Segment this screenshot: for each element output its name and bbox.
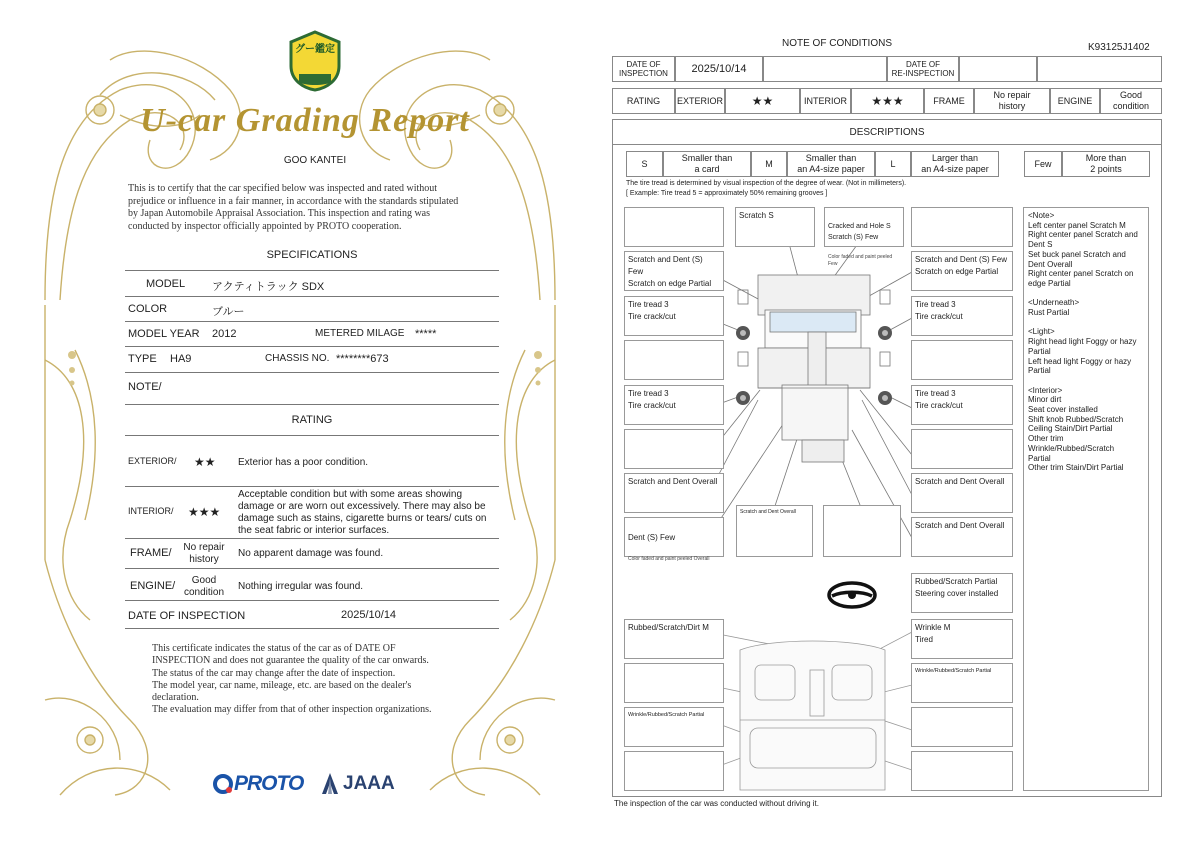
divider [125,346,499,347]
inspection-date-value: 2025/10/14 [341,609,397,621]
desc-box: Cracked and Hole S Scratch (S) Few Color faded and paint peeled Few [824,207,904,247]
report-title: U-car Grading Report [140,102,470,139]
divider [125,628,499,629]
proto-mark-icon [212,773,234,795]
divider [125,435,499,436]
legend-l: L [875,151,911,177]
exterior-label: EXTERIOR [675,88,725,114]
jaaa-mark-icon [320,772,340,796]
goo-kantei-logo [287,30,343,92]
desc-box: Scratch and Dent Overall [736,505,813,557]
note-label: NOTE/ [128,381,162,393]
exterior-stars: ★★ [725,88,800,114]
metered-mileage-value: ***** [415,328,437,340]
inspection-date-label: DATE OF INSPECTION [128,610,246,622]
divider [125,270,499,271]
document-id: K93125J1402 [1088,42,1150,53]
desc-box: Scratch S [735,207,815,247]
tire-note: The tire tread is determined by visual inspection of the degree of wear. (Not in millimeters). [626,180,907,187]
chassis-value: ********673 [336,353,389,365]
desc-box: Wrinkle M Tired [911,619,1013,659]
conditions-footer: The inspection of the car was conducted without driving it. [614,799,819,808]
desc-box: Tire tread 3 Tire crack/cut [624,385,724,425]
frame-description: No apparent damage was found. [238,548,384,559]
desc-box [911,429,1013,469]
color-label: COLOR [128,303,168,315]
legend-m-desc: Smaller than an A4-size paper [787,151,875,177]
descriptions-heading: DESCRIPTIONS [612,119,1162,145]
desc-box [624,663,724,703]
desc-box: Rubbed/Scratch/Dirt M [624,619,724,659]
desc-box: Scratch and Dent Overall [624,473,724,513]
desc-box [624,340,724,380]
type-label: TYPE [128,353,157,365]
desc-box: Tire tread 3 Tire crack/cut [911,385,1013,425]
exterior-label: EXTERIOR/ [128,456,177,466]
proto-logo [212,771,303,797]
rating-heading: RATING [291,414,333,426]
desc-box: Scratch and Dent Overall [911,517,1013,557]
color-value: ブルー [212,306,245,318]
divider [125,372,499,373]
divider [125,568,499,569]
desc-box: Tire tread 3 Tire crack/cut [911,296,1013,336]
interior-stars: ★★★ [851,88,924,114]
interior-stars: ★★★ [188,505,221,519]
desc-box: Dent (S) Few Color faded and paint peeled Overall [624,517,724,557]
desc-box: Scratch and Dent (S) Few Scratch on edge Partial [624,251,724,291]
chassis-label: CHASSIS NO. [265,353,330,364]
exterior-stars: ★★ [194,455,216,469]
jaaa-logo-text: JAAA [343,773,395,794]
desc-box [624,751,724,791]
desc-box [911,751,1013,791]
logo-text: グー鑑定 [295,44,335,55]
frame-label: FRAME/ [130,547,172,559]
frame-value: No repair history [974,88,1050,114]
frame-value: No repair history [183,542,225,565]
date-of-inspection-label: DATE OF INSPECTION [612,56,675,82]
date-of-inspection-value: 2025/10/14 [675,56,763,82]
model-year-label: MODEL YEAR [128,328,200,340]
note-of-conditions [600,0,1200,848]
model-label: MODEL [146,278,186,290]
legend-s-desc: Smaller than a card [663,151,751,177]
model-value: アクティトラック SDX [212,281,325,293]
legend-few-desc: More than 2 points [1062,151,1150,177]
interior-description: Acceptable condition but with some areas showing damage or are worn out excessively. There may also be damage such as stains, cigarette burns or tears/ cuts on the seat fabric or interior surfaces. [238,489,487,536]
desc-box [624,207,724,247]
metered-mileage-label: METERED MILAGE [315,328,405,339]
legend-m: M [751,151,787,177]
conditions-title: NOTE OF CONDITIONS [782,38,892,49]
desc-box: Scratch and Dent Overall [911,473,1013,513]
divider [125,404,499,405]
rating-label: RATING [612,88,675,114]
specifications-heading: SPECIFICATIONS [266,249,358,261]
engine-value: Good condition [183,575,225,598]
divider [125,486,499,487]
proto-logo-text: PROTO [234,772,304,795]
desc-box: Wrinkle/Rubbed/Scratch Partial [624,707,724,747]
legend-few: Few [1024,151,1062,177]
divider [125,538,499,539]
desc-box: Scratch and Dent (S) Few Scratch on edge Partial [911,251,1013,291]
desc-box [624,429,724,469]
model-year-value: 2012 [212,328,237,340]
desc-box: Rubbed/Scratch Partial Steering cover installed [911,573,1013,613]
frame-label: FRAME [924,88,974,114]
divider [125,296,499,297]
desc-box: Wrinkle/Rubbed/Scratch Partial [911,663,1013,703]
engine-value: Good condition [1100,88,1162,114]
interior-label: INTERIOR/ [128,506,174,516]
legend-s: S [626,151,663,177]
jaaa-logo [320,771,395,797]
tire-example: [ Example: Tire tread 5 = approximately 50% remaining grooves ] [626,190,828,197]
desc-box [823,505,901,557]
notes-panel: <Note> Left center panel Scratch M Right center panel Scratch and Dent S Set buck panel Scratch and Dent Overall Right center panel Scratch on edge Partial <Underneath> Rust Partial <Light> Right head light Foggy or hazy Partial Left head light Foggy or hazy Partial <Interior> Minor dirt Seat cover installed Shift knob Rubbed/Scratch Ceiling Stain/Dirt Partial Other trim Wrinkle/Rubbed/Scratch Partial Other trim Stain/Dirt Partial [1023,207,1149,791]
engine-label: ENGINE [1050,88,1100,114]
intro-text: This is to certify that the car specified below was inspected and rated without prejudice or influence in a fair manner, in accordance with the standards stipulated by Japan Automobile Appraisal Association. This inspection and rating was conducted by inspector officially appointed by PROTO cooperation. [128,183,459,232]
report-subtitle: GOO KANTEI [283,155,347,166]
certificate-footer: This certificate indicates the status of the car as of DATE OF INSPECTION and does not guarantee the quality of the car onwards. The status of the car may change after the date of inspection. The model year, car name, mileage, etc. are based on the dealer's declaration. The evaluation may differ from that of other inspection organizations. [152,643,432,716]
exterior-description: Exterior has a poor condition. [238,457,369,468]
type-value: HA9 [170,353,192,365]
date-of-reinspection-label: DATE OF RE-INSPECTION [887,56,959,82]
desc-box: Tire tread 3 Tire crack/cut [624,296,724,336]
legend-l-desc: Larger than an A4-size paper [911,151,999,177]
desc-box [911,707,1013,747]
divider [125,321,499,322]
divider [125,600,499,601]
engine-description: Nothing irregular was found. [238,581,364,592]
desc-box [911,340,1013,380]
desc-box [911,207,1013,247]
interior-label: INTERIOR [800,88,851,114]
engine-label: ENGINE/ [130,580,176,592]
